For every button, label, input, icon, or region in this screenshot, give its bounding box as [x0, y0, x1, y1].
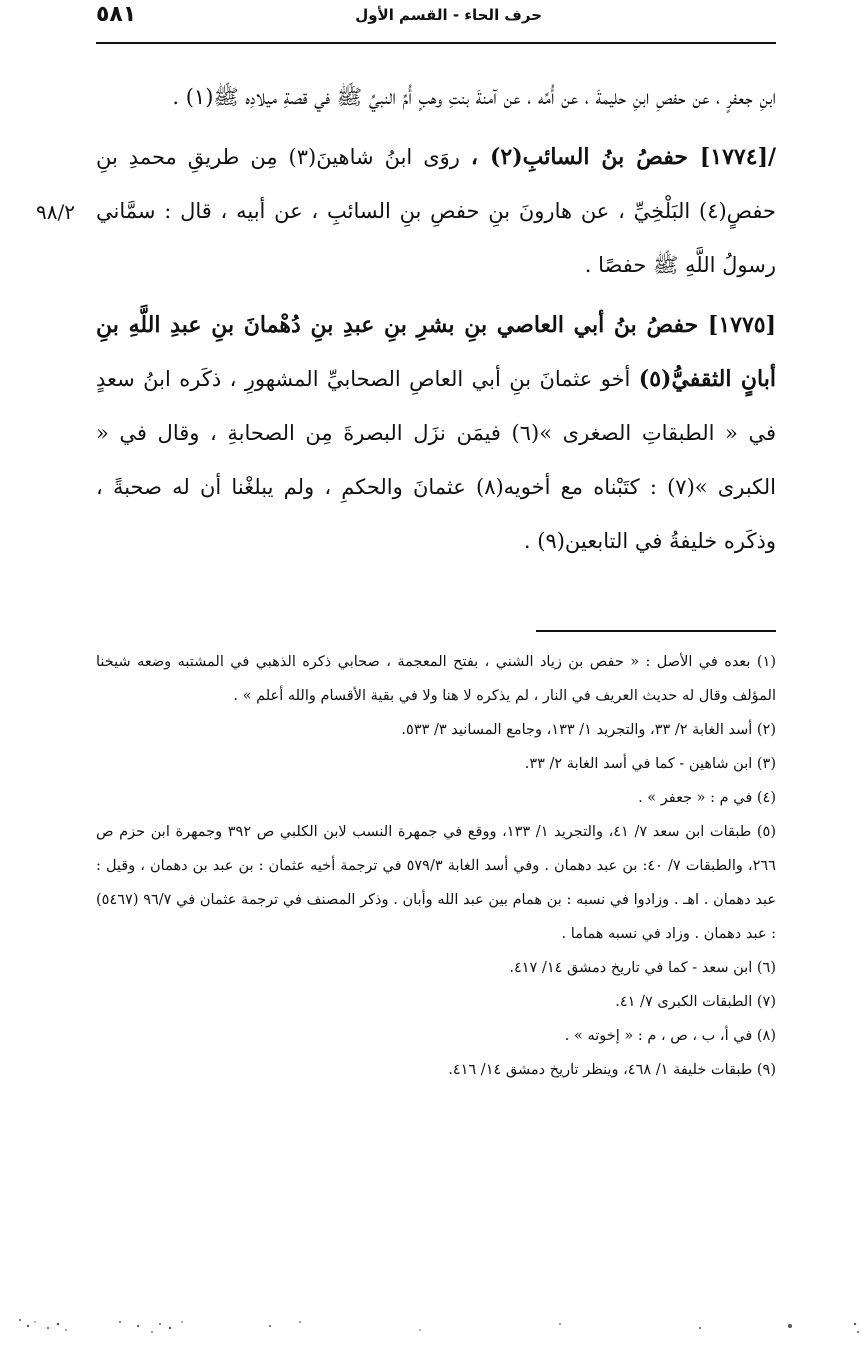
footnote-4: (٤) في م : « جعفر » .: [638, 790, 776, 806]
footnote-7: (٧) الطبقات الكبرى ٧/ ٤١.: [615, 994, 776, 1010]
footnote-2: (٢) أسد الغابة ٢/ ٣٣، والتجريد ١/ ١٣٣، وجامع المسانيد ٣/ ٥٣٣.: [401, 722, 776, 738]
entry-heading: /[١٧٧٤] حفصُ بنُ السائبِ(٢) ،: [470, 144, 777, 170]
entry-heading: [١٧٧٥] حفصُ بنُ أبي العاصي بنِ بشرِ بنِ عبدِ بنِ دُهْمانَ بنِ عبدِ اللَّهِ بنِ أبانٍ الثقفيُّ(٥): [96, 312, 776, 392]
entry-text: أخو عثمانَ بنِ أبي العاصِ الصحابيِّ المشهورِ ، ذكَره ابنُ سعدٍ في « الطبقاتِ الصغرى »(٦) فيمَن نزَل البصرةَ مِن الصحابةِ ، وقال في « الكبرى »(٧) : كتَبْناه مع أخويه(٨) عثمانَ والحكمِ ، ولم يبلغْنا أن له صحبةً ، وذكَره خليفةُ في التابعين(٩) .: [96, 367, 776, 553]
footnote-separator: [536, 630, 776, 632]
scan-speckle: [0, 1312, 868, 1342]
entry-1775: [96, 298, 776, 568]
footnote-3: (٣) ابن شاهين - كما في أسد الغابة ٢/ ٣٣.: [524, 756, 776, 772]
footnote-5: (٥) طبقات ابن سعد ٧/ ٤١، والتجريد ١/ ١٣٣، ووقع في جمهرة النسب لابن الكلبي ص ٣٩٢ وجمهرة ابن حزم ص ٢٦٦، والطبقات ٧/ ٤٠: بن عبد دهمان . وفي أسد الغابة ٥٧٩/٣ في ترجمة أخيه عثمان : بن عبد بن دهمان ، وقيل : عبد دهمان . اهـ . وزادوا في نسبه : بن همام بين عبد الله وأبان . وذكر المصنف في ترجمة عثمان في ٩٦/٧ (٥٤٦٧) : عبد دهمان . وزاد في نسبه هماما .: [96, 824, 777, 942]
running-title: حرف الحاء - القسم الأول: [355, 6, 542, 24]
paragraph-intro: [96, 70, 776, 124]
footnote-9: (٩) طبقات خليفة ١/ ٤٦٨، وينظر تاريخ دمشق ١٤/ ٤١٦.: [448, 1062, 776, 1078]
margin-reference: ٩٨/٢: [36, 200, 75, 224]
paragraph-text: ابنِ جعفرٍ ، عن حفصِ ابنِ حليمةَ ، عن أُمِّه ، عن آمنةَ بنتِ وهبٍ أُمِّ النبيِّ ﷺ في قصةِ ميلادِه ﷺ(١) .: [172, 85, 776, 109]
main-text: [96, 70, 776, 574]
entry-text: روَى ابنُ شاهينَ(٣) مِن طريقِ محمدِ بنِ حفصٍ(٤) البَلْخِيِّ ، عن هارونَ بنِ حفصِ بنِ السائبِ ، عن أبيه ، قال : سمَّاني رسولُ اللَّهِ ﷺ حفصًا .: [96, 145, 777, 277]
page-number: ٥٨١: [96, 2, 137, 27]
header-rule: [96, 42, 776, 44]
footnote-1: (١) بعده في الأصل : « حفص بن زياد الشني ، بفتح المعجمة ، صحابي ذكره الذهبي في المشتبه وضعه شيخنا المؤلف وقال له حديث العريف في النار ، لم يذكره لا هنا ولا في بقية الأقسام والله أعلم » .: [96, 654, 776, 704]
page-header: [96, 2, 776, 40]
footnotes: [96, 645, 776, 1087]
footnote-8: (٨) في أ، ب ، ص ، م : « إخوته » .: [564, 1028, 776, 1044]
footnote-6: (٦) ابن سعد - كما في تاريخ دمشق ١٤/ ٤١٧.: [509, 960, 776, 976]
entry-1774: [96, 130, 776, 292]
